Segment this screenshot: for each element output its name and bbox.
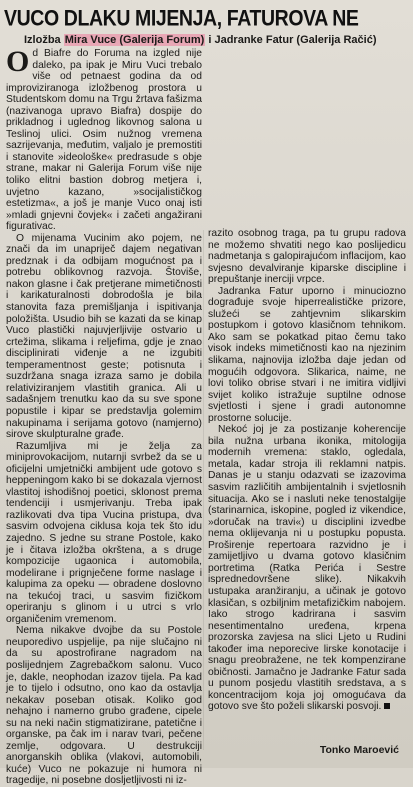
paragraph: Nema nikakve dvojbe da su Postole neuporedivo uspjelije, pa nije slučajno ni da su apostrofirane nagradom na poslijednjem Zagrebačkom salonu. Vuco je, dakle, neophodan izazov tijela. Pa kad je to tijelo i odsutno, ono kao da ostavlja nekakav poseban otisak. Koliko god nehajno i namerno grubo građene, cipele su na neki način stigmatizirane, patetične i organske, pa čak im i narav tvari, pečene zemlje, odgovara. U destrukciji anorganskih oblika (vlakovi, automobili, kuće) Vuco ne pokazuje ni humora ni tragedije, ni posebne dosljetljivosti ni iz- xyxy=(6,625,202,787)
subline-highlight: Mira Vuce (Galerija Forum) xyxy=(64,34,205,46)
article-column-2 xyxy=(208,228,406,713)
paragraph xyxy=(208,424,406,713)
paragraph: O mijenama Vucinim ako pojem, ne znači da im unapriječ dajem negativan predznak i da odbijam mogućnost pa i potrebu oblikovnog razvoja. Štoviše, nakon glasne i čak pretjerane mimetičnosti i karikaturalnosti dobrodošla je bila stanovita faza premišljanja i ispitivanja položišta. Usudio bih se kazati da se kiпар Vuco plastički najuvjerljivije ostvario u crtežima, slikama i reljefima, gdje je znao disciplinirati viđenje a ne izgubiti temperamentnost geste; potisnuta i suzdržana snaga izraza samo je dobila relativiziranjem vlastitih granica. Ali u sadašnjem trenutku kao da su sve spone popustile i kipar se predstavlja golemim nakupinama i serijama gotovo (namjerno) sirove skulpturalne građe. xyxy=(6,232,202,441)
article-column-1 xyxy=(6,45,202,787)
end-mark-icon xyxy=(384,703,390,709)
article-headline: VUCO DLAKU MIJENJA, FATUROVA NE xyxy=(4,6,359,32)
paragraph xyxy=(6,45,202,233)
drop-cap: O xyxy=(6,45,30,78)
author-signature: Tonko Maroević xyxy=(319,744,399,756)
subline-prefix: Izložba xyxy=(24,34,64,46)
paragraph: razito osobnog traga, pa tu grupu radova ne možemo shvatiti nego kao poslijedicu nadmetanja s galopirajućom inflacijom, kao svjesno devalviranje kiparske discipline i prepuštanje inerciji vrpce. xyxy=(208,228,406,286)
column-divider xyxy=(203,230,204,750)
paragraph-text: Nekoć joj je za postizanje koherencije bila nužna urbana ikonika, mitologija modernih vremena: staklo, ogledala, metala, kadar stroja ili reklamni natpis. Danas je u stanju odazvati se izazovima sasvim različitih ambijentalnih i svjetlosnih situacija. Ako se i nasluti neke tenostalgije (starinarnica, iskopine, pogled iz vikendice, »doručak na travi«) u disciplini izvedbe nema oklijevanja ni u postupku popusta. Proširenje repertoara razvidno je i zamijetljivo u dvama gotovo klasičnim portretima (Ratka Perića i Sestre isprednedovršene slike). Nikakvih ustupaka aranžiranju, a učinak je gotovo klasičan, s ozbiljnim metafizičkim nabojem. Iako strogo kadrirana i sasvim nesentimentalno uređena, krpena prozorska zavjesa na slici Ljeto u Rudini također ima neporecive lirske konotacije i snagu preobražene, ne tek kompenzirane običnosti. Jamačno je Jadranke Fatur sada u punom posjedu vlastitih sredstava, a s koncentracijom koja joj omogućava da gotovo sve što poželi slikarski posvoji. xyxy=(208,424,406,713)
article-subline xyxy=(24,34,404,46)
paragraph-text: d Biafre do Foruma na izgled nije daleko, pa ipak je Miru Vuci trebalo više od petnaest godina da od improviziranoga izložbenog prostora u Studentskom domu na Trgu žrtava fašizma (nazivanoga upravo Biafra) dospije do prikladnog i uglednog likovnog salona u Teslinoj ulici. Osim nužnog vremena sazrijevanja, međutim, valjalo je premostiti i stanovite »ideološke« predrasude s obje strane, makar ni Galerija Forum više nije toliko elitni bastion dobrog metjera i, uvjetno kazano, »socijalističkog estetizma«, a još je manje Vuco onaj isti »mladi gnjevni čovjek« i začeti angažirani figurativac. xyxy=(6,48,202,233)
paragraph: Jadranka Fatur uporno i minuciozno dograđuje svoje hiperrealističke prizore, služeći se zahtjevnim slikarskim postupkom i gotovo klasičnom tehnikom. Ako sam se pokatkad pitao čemu tako visok indeks mimetičnosti kao na njezinim slikama, najnovija izložba daje jedan od mogućih odgovora. Slikarica, naime, ne lovi toliko obrise stvari i ne imitira vidljivi svijet koliko istražuje suptilne odnose svjetlosti i sjene i gradi autonomne prostorne solucije. xyxy=(208,285,406,424)
subline-suffix: i Jadranke Fatur (Galerija Račić) xyxy=(205,34,377,46)
paragraph: Razumljiva mi je želja za miniprovokacijom, nutarnji svrbež da se u oficijelni umjetnički ambijent ude gotovo s heppeningom kako bi se dokazala vjernost vlastitoj ishodišnoj poetici, sklonost prema tendenciji i usmjerivanju. Treba ipak razlikovati dva tipa Vucina pristupa, dva sasvim odvojena ciklusa koja tek što idu zajedno. S jedne su strane Postole, kako je i čitava izložba okrštena, a s druge kompozicije ugaonica i automobila, modelirane i prignječene forme naslage i kalupima za opeku — obradene doslovno na tekućoj traci, u sasvim fizičkom operiranju s glinom i u utrci s vrlo organičenim vremenom. xyxy=(6,440,202,625)
